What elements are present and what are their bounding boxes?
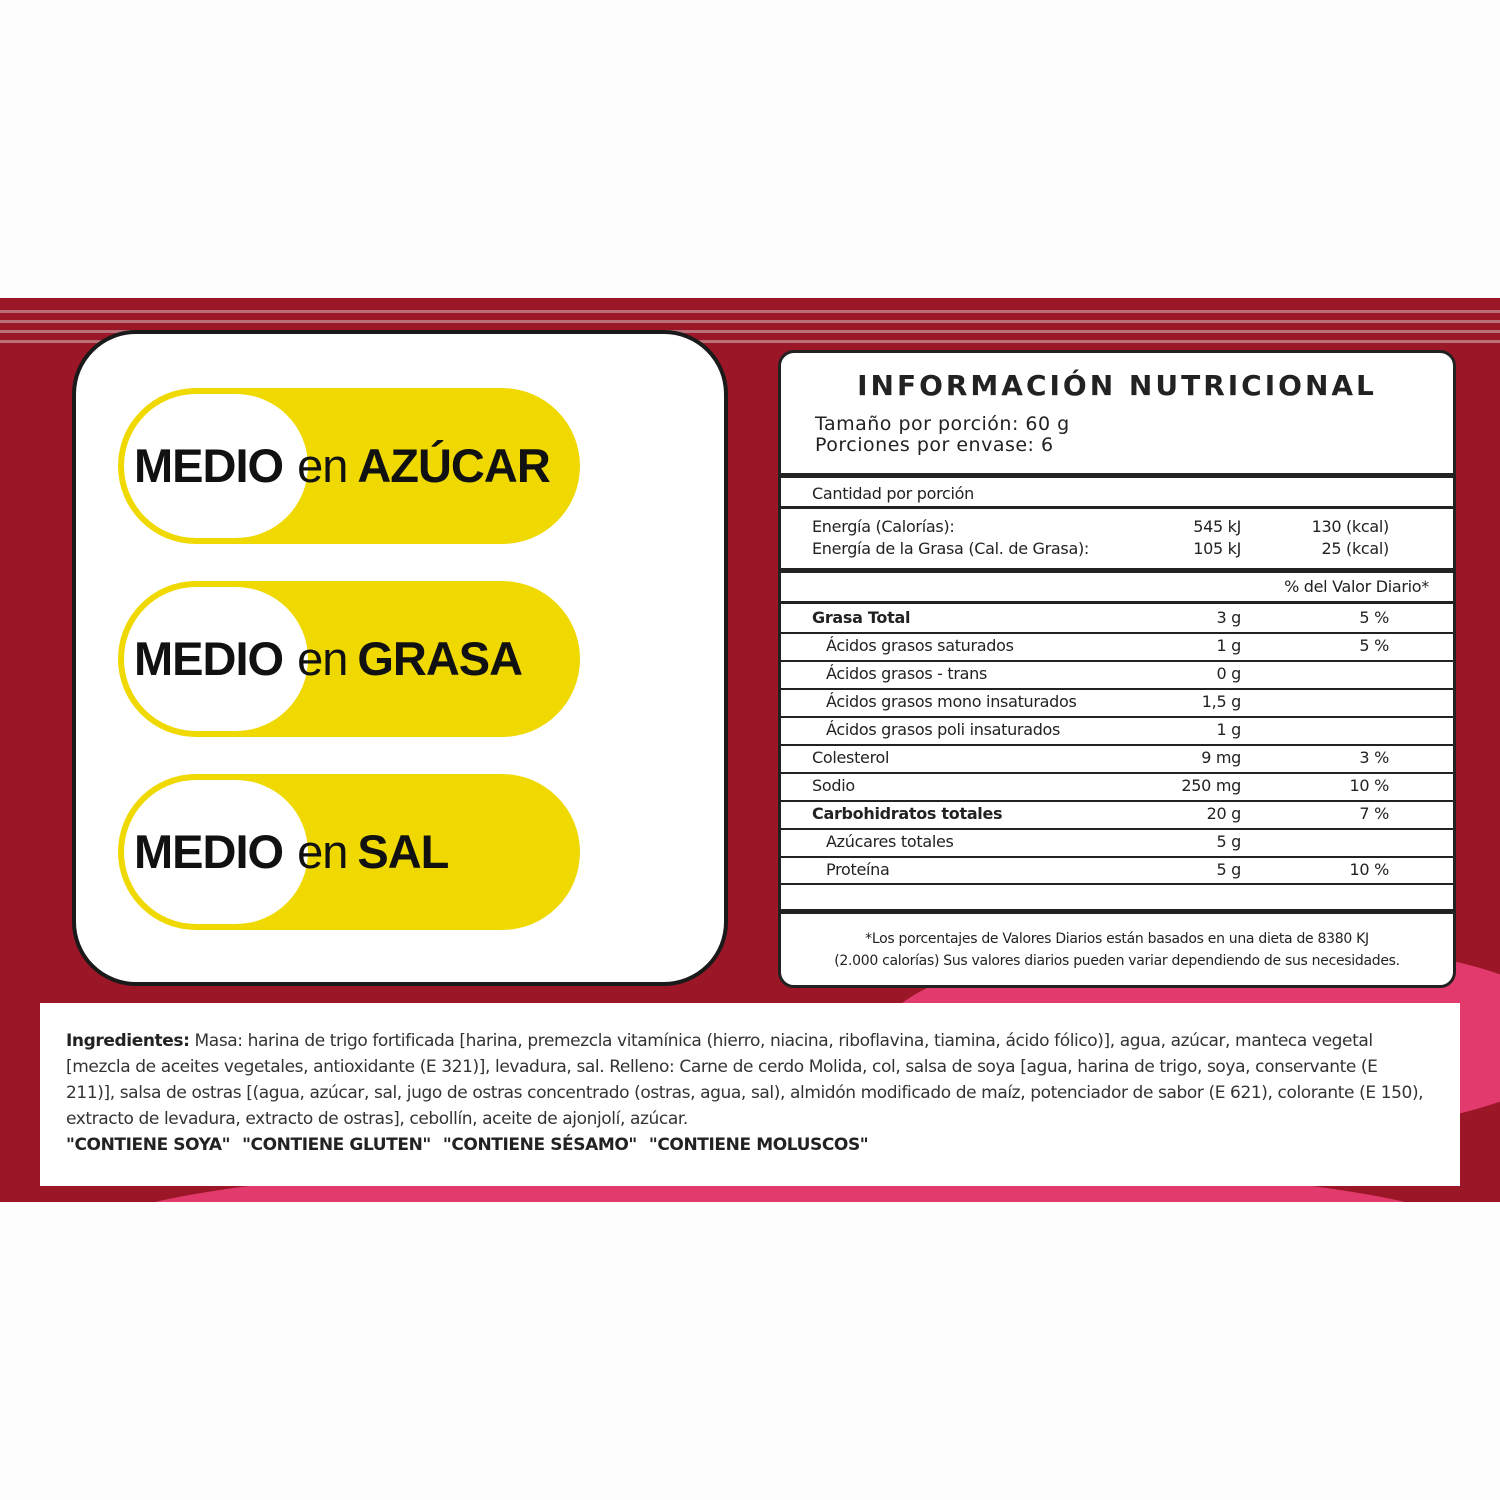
nutrient-daily-value: 10 % (1349, 860, 1389, 879)
ingredients-list: Masa: harina de trigo fortificada [harina, premezcla vitamínica (hierro, niacina, riboflavina, tiamina, ácido fólico)], agua, azúcar, manteca vegetal [mezcla de aceites vegetales, antioxidante (E 321)], levadura, sal. Relleno: Carne de cerdo Molida, col, salsa de soya [agua, harina de trigo, soya, conservante (E 211)], salsa de ostras [(agua, azúcar, sal, jugo de ostras concentrado (ostras, agua, sal), almidón modificado de maíz, potenciador de sabor (E 621), colorante (E 150), extracto de levadura, extracto de ostras], cebollín, aceite de ajonjolí, azúcar. (66, 1031, 1424, 1129)
nutrient-amount: 1,5 g (1201, 692, 1241, 711)
row-divider (781, 800, 1453, 802)
ingredients-text-block (66, 1028, 1426, 1158)
energy-label: Energía (Calorías): (812, 517, 955, 536)
divider (781, 909, 1453, 914)
nutrient-label: Sodio (812, 776, 855, 795)
nutrient-daily-value: 5 % (1359, 608, 1389, 627)
nutrient-amount: 1 g (1216, 720, 1241, 739)
nutrient-amount: 3 g (1216, 608, 1241, 627)
serving-size: Tamaño por porción: 60 g (815, 413, 1070, 435)
nutrient-label: Carbohidratos totales (812, 804, 1003, 823)
row-divider (781, 632, 1453, 634)
nutrition-title: INFORMACIÓN NUTRICIONAL (857, 369, 1377, 402)
ingredients-label: Ingredientes: (66, 1031, 190, 1051)
energy-fat-kcal: 25 (kcal) (1321, 539, 1389, 558)
nutrient-amount: 1 g (1216, 636, 1241, 655)
decorative-stripe (0, 320, 1500, 323)
nutrient-label: Azúcares totales (826, 832, 954, 851)
badge-level: MEDIO (134, 439, 284, 492)
nutrient-amount: 5 g (1216, 832, 1241, 851)
row-divider (781, 828, 1453, 830)
allergen-warning: "CONTIENE MOLUSCOS" (648, 1135, 869, 1155)
divider (781, 506, 1453, 509)
row-divider (781, 856, 1453, 858)
badge-sugar (118, 388, 580, 544)
nutrient-daily-value: 3 % (1359, 748, 1389, 767)
allergen-warning: "CONTIENE SÉSAMO" (442, 1135, 637, 1155)
nutrient-amount: 250 mg (1181, 776, 1241, 795)
badge-nutrient: GRASA (357, 632, 523, 685)
energy-kcal: 130 (kcal) (1311, 517, 1389, 536)
nutrient-label: Grasa Total (812, 608, 911, 627)
nutrient-amount: 20 g (1206, 804, 1241, 823)
nutrient-amount: 9 mg (1201, 748, 1241, 767)
energy-fat-kj: 105 kJ (1193, 539, 1241, 558)
amount-per-serving: Cantidad por porción (812, 484, 974, 503)
divider (781, 473, 1453, 478)
badge-fat (118, 581, 580, 737)
nutrient-daily-value: 7 % (1359, 804, 1389, 823)
row-divider (781, 660, 1453, 662)
energy-fat-label: Energía de la Grasa (Cal. de Grasa): (812, 539, 1089, 558)
badge-nutrient: SAL (357, 825, 449, 878)
nutrition-facts-panel (778, 350, 1456, 988)
divider (781, 601, 1453, 604)
decorative-stripe (0, 310, 1500, 313)
footnote-line-1: *Los porcentajes de Valores Diarios están basados en una dieta de 8380 KJ (865, 931, 1369, 947)
allergen-warning: "CONTIENE GLUTEN" (242, 1135, 431, 1155)
nutrient-amount: 5 g (1216, 860, 1241, 879)
row-divider (781, 772, 1453, 774)
nutrient-label: Ácidos grasos - trans (826, 664, 988, 683)
nutrient-daily-value: 5 % (1359, 636, 1389, 655)
nutrient-daily-value: 10 % (1349, 776, 1389, 795)
allergen-warning: "CONTIENE SOYA" (66, 1135, 231, 1155)
badge-connector: en (297, 825, 348, 878)
nutrient-label: Colesterol (812, 748, 890, 767)
nutrient-label: Ácidos grasos saturados (826, 636, 1014, 655)
nutrient-amount: 0 g (1216, 664, 1241, 683)
divider (781, 883, 1453, 885)
badge-level: MEDIO (134, 632, 284, 685)
row-divider (781, 716, 1453, 718)
badge-level: MEDIO (134, 825, 284, 878)
badge-connector: en (297, 439, 348, 492)
row-divider (781, 744, 1453, 746)
row-divider (781, 688, 1453, 690)
energy-kj: 545 kJ (1193, 517, 1241, 536)
badge-salt (118, 774, 580, 930)
servings-per-container: Porciones por envase: 6 (815, 434, 1054, 456)
nutrient-label: Ácidos grasos mono insaturados (826, 692, 1077, 711)
divider (781, 568, 1453, 573)
badge-nutrient: AZÚCAR (357, 439, 550, 492)
nutrient-label: Ácidos grasos poli insaturados (826, 720, 1061, 739)
badge-connector: en (297, 632, 348, 685)
daily-value-header: % del Valor Diario* (1284, 577, 1429, 596)
footnote-line-2: (2.000 calorías) Sus valores diarios pueden variar dependiendo de sus necesidades. (834, 953, 1400, 969)
nutrient-label: Proteína (826, 860, 890, 879)
